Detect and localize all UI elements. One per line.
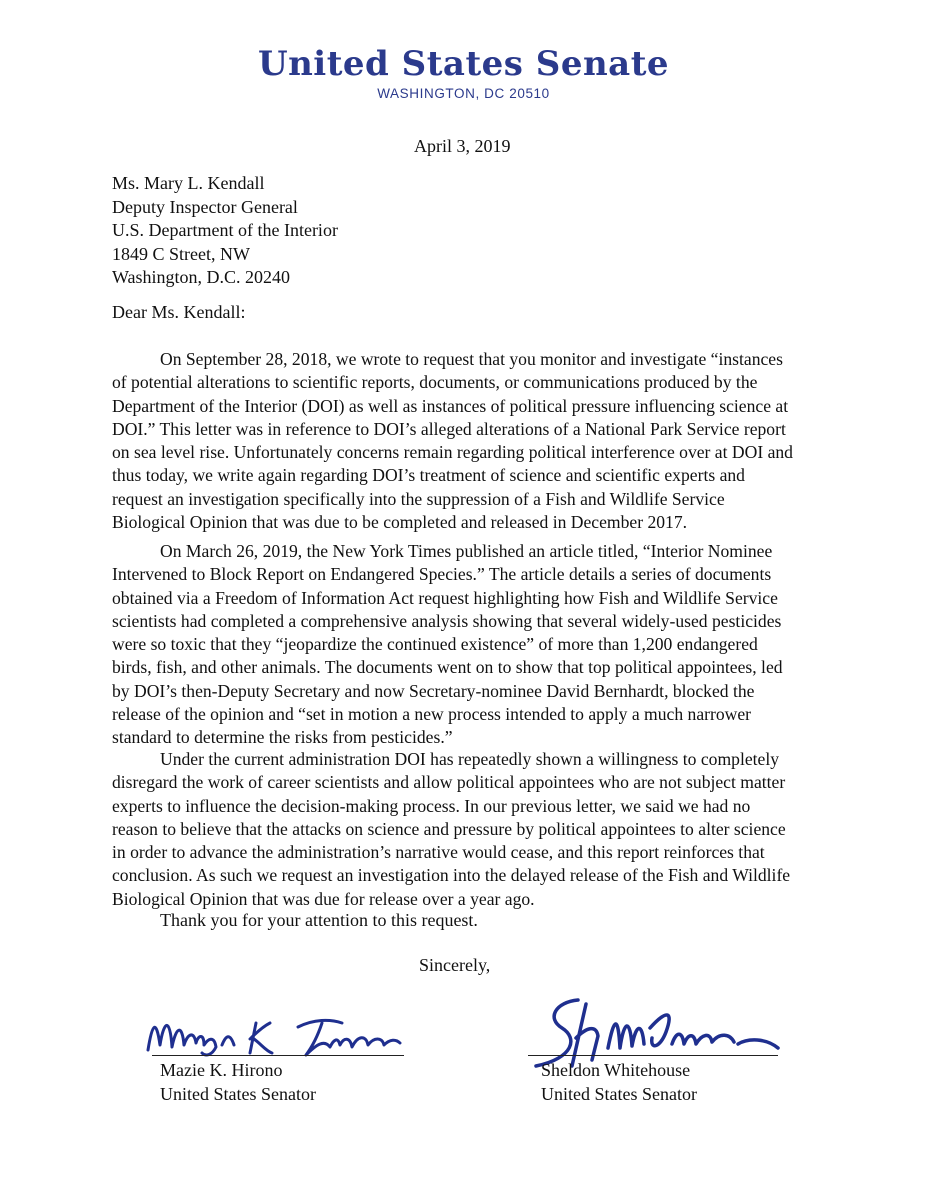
signatory-name: Sheldon Whitehouse — [541, 1060, 691, 1080]
recipient-name: Ms. Mary L. Kendall — [112, 173, 265, 193]
paragraph-line: were so toxic that they “jeopardize the continued existence” of more than 1,200 endangered — [112, 634, 758, 655]
paragraph-line: reason to believe that the attacks on science and pressure by political appointees to alter science — [112, 818, 786, 839]
signatory-title: United States Senator — [541, 1084, 697, 1104]
paragraph-line: Biological Opinion that was due to be completed and released in December 2017. — [112, 512, 688, 533]
signoff: Sincerely, — [419, 955, 491, 975]
signatory-name: Mazie K. Hirono — [160, 1060, 283, 1080]
recipient-address — [112, 172, 338, 290]
paragraph-line: thus today, we write again regarding DOI’s treatment of science and scientific experts and — [112, 465, 745, 486]
signature-hirono — [138, 1005, 418, 1065]
salutation: Dear Ms. Kendall: — [112, 302, 246, 322]
paragraph-line: scientists had completed a comprehensive analysis showing that several widely-used pesticides — [112, 610, 782, 631]
paragraph-line: obtained via a Freedom of Information Act request highlighting how Fish and Wildlife Service — [112, 587, 778, 608]
paragraph-line: DOI.” This letter was in reference to DOI’s alleged alterations of a National Park Service report — [112, 418, 786, 439]
letterhead-title: United States Senate — [257, 44, 670, 84]
paragraph-line: birds, fish, and other animals. The documents went on to show that top political appointees, led — [112, 657, 783, 678]
paragraph-line: conclusion. As such we request an investigation into the delayed release of the Fish and Wildlife — [112, 865, 791, 886]
paragraph-line: Department of the Interior (DOI) as well as instances of political pressure influencing science at — [112, 395, 789, 416]
recipient-organization: U.S. Department of the Interior — [112, 220, 338, 240]
paragraph-line: standard to determine the risks from pesticides.” — [112, 727, 453, 748]
signature-line — [152, 1055, 404, 1056]
paragraph-line: request an investigation specifically into the suppression of a Fish and Wildlife Service — [112, 488, 725, 509]
recipient-title: Deputy Inspector General — [112, 196, 298, 217]
body-paragraph-2 — [112, 540, 828, 750]
paragraph-line: by DOI’s then-Deputy Secretary and now Secretary-nominee David Bernhardt, blocked the — [112, 680, 755, 701]
signatory-block-hirono — [160, 1058, 316, 1106]
recipient-street: 1849 C Street, NW — [112, 243, 250, 264]
paragraph-line: release of the opinion and “set in motion a new process intended to apply a much narrower — [112, 704, 752, 725]
paragraph-line: On March 26, 2019, the New York Times published an article titled, “Interior Nominee — [160, 541, 773, 561]
recipient-city: Washington, D.C. 20240 — [112, 267, 291, 287]
paragraph-line: Biological Opinion that was due for release over a year ago. — [112, 888, 535, 909]
paragraph-line: On September 28, 2018, we wrote to request that you monitor and investigate “instances — [160, 349, 783, 369]
letter-date: April 3, 2019 — [414, 136, 511, 156]
paragraph-line: experts to influence the decision-making process. In our previous letter, we said we had no — [112, 795, 751, 816]
paragraph-line: Under the current administration DOI has repeatedly shown a willingness to completely — [160, 749, 780, 769]
letterhead — [0, 44, 927, 101]
signature-line — [528, 1055, 778, 1056]
signatory-block-whitehouse — [541, 1058, 697, 1106]
body-paragraph-1 — [112, 348, 828, 534]
paragraph-line: on sea level rise. Unfortunately concerns remain regarding political interference over at DOI and — [112, 442, 793, 463]
paragraph-line: disregard the work of career scientists and allow political appointees who are not subject matter — [112, 772, 786, 793]
closing-line: Thank you for your attention to this request. — [160, 910, 478, 930]
paragraph-line: in order to advance the administration’s narrative would cease, and this report reinforces that — [112, 842, 765, 863]
signatory-title: United States Senator — [160, 1084, 316, 1104]
paragraph-line: of potential alterations to scientific reports, documents, or communications produced by the — [112, 372, 758, 393]
body-paragraph-3 — [112, 748, 828, 911]
paragraph-line: Intervened to Block Report on Endangered Species.” The article details a series of documents — [112, 564, 772, 585]
letterhead-address: WASHINGTON, DC 20510 — [377, 86, 550, 101]
